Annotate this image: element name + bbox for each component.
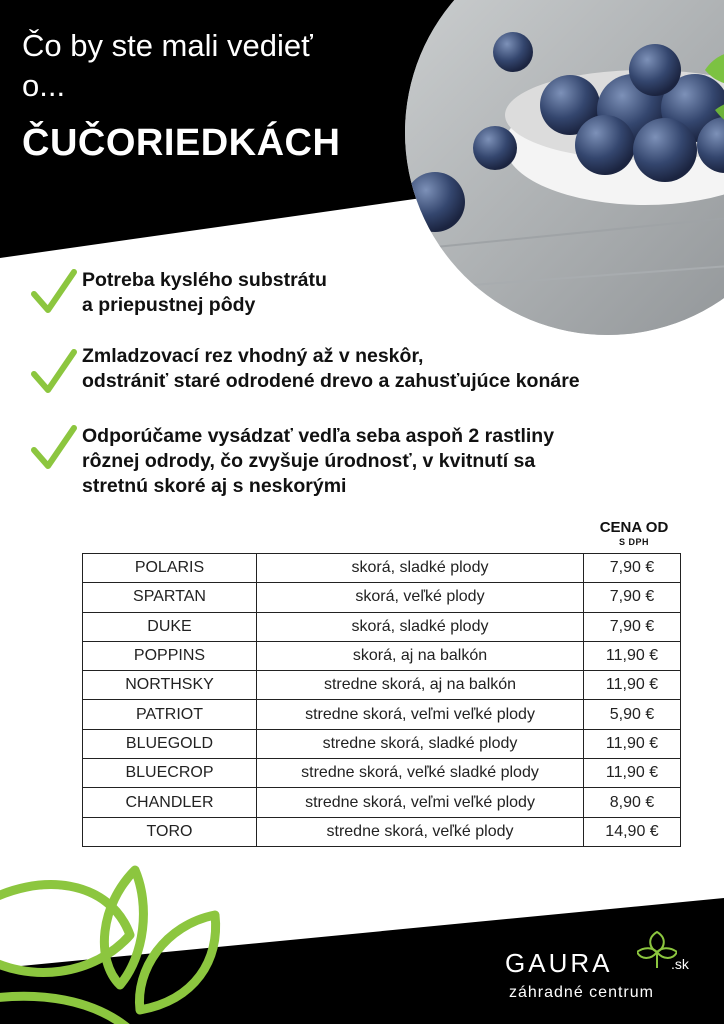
variety-price: 11,90 € <box>584 729 681 758</box>
variety-description: stredne skorá, veľké plody <box>257 817 584 846</box>
table-row <box>83 554 681 583</box>
variety-description: stredne skorá, veľké sladké plody <box>257 759 584 788</box>
variety-name: SPARTAN <box>83 583 257 612</box>
bullet-line: Odporúčame vysádzať vedľa seba aspoň 2 rastliny <box>82 425 555 447</box>
variety-description: skorá, sladké plody <box>257 612 584 641</box>
variety-price: 11,90 € <box>584 671 681 700</box>
variety-description: stredne skorá, sladké plody <box>257 729 584 758</box>
bullet-line: a priepustnej pôdy <box>82 294 256 316</box>
table-row <box>83 817 681 846</box>
variety-name: NORTHSKY <box>83 671 257 700</box>
variety-price: 11,90 € <box>584 759 681 788</box>
variety-price: 8,90 € <box>584 788 681 817</box>
variety-price: 7,90 € <box>584 612 681 641</box>
price-column-header <box>588 519 680 548</box>
check-icon <box>30 348 78 396</box>
variety-name: PATRIOT <box>83 700 257 729</box>
check-icon <box>30 424 78 472</box>
bullet-line: rôznej odrody, čo zvyšuje úrodnosť, v kvitnutí sa <box>82 450 536 472</box>
table-row <box>83 729 681 758</box>
logo-domain: .sk <box>671 956 689 972</box>
variety-name: TORO <box>83 817 257 846</box>
price-table <box>82 553 681 847</box>
variety-price: 7,90 € <box>584 583 681 612</box>
variety-name: DUKE <box>83 612 257 641</box>
table-row <box>83 612 681 641</box>
variety-description: stredne skorá, aj na balkón <box>257 671 584 700</box>
page-title: ČUČORIEDKÁCH <box>22 122 341 164</box>
logo-name: GAURA <box>505 948 613 978</box>
table-row <box>83 700 681 729</box>
variety-description: skorá, aj na balkón <box>257 641 584 670</box>
check-icon <box>30 268 78 316</box>
variety-price: 5,90 € <box>584 700 681 729</box>
variety-description: stredne skorá, veľmi veľké plody <box>257 700 584 729</box>
variety-price: 11,90 € <box>584 641 681 670</box>
bullet-line: Potreba kyslého substrátu <box>82 269 327 291</box>
variety-name: BLUEGOLD <box>83 729 257 758</box>
table-row <box>83 641 681 670</box>
variety-description: skorá, veľké plody <box>257 583 584 612</box>
variety-name: BLUECROP <box>83 759 257 788</box>
variety-price: 14,90 € <box>584 817 681 846</box>
gaura-logo <box>505 948 689 1001</box>
logo-tagline: záhradné centrum <box>509 984 654 1001</box>
variety-name: POLARIS <box>83 554 257 583</box>
variety-description: stredne skorá, veľmi veľké plody <box>257 788 584 817</box>
bullet-line: odstrániť staré odrodené drevo a zahusťujúce konáre <box>82 370 580 392</box>
table-row <box>83 671 681 700</box>
header-subtitle: Čo by ste mali vedieť o... <box>22 28 313 103</box>
variety-price: 7,90 € <box>584 554 681 583</box>
variety-name: CHANDLER <box>83 788 257 817</box>
bullet-line: stretnú skoré aj s neskorými <box>82 475 347 497</box>
variety-description: skorá, sladké plody <box>257 554 584 583</box>
table-row <box>83 583 681 612</box>
price-header-line1: CENA OD <box>599 519 669 536</box>
variety-name: POPPINS <box>83 641 257 670</box>
table-row <box>83 788 681 817</box>
table-row <box>83 759 681 788</box>
price-header-line2: S DPH <box>618 537 649 547</box>
bullet-line: Zmladzovací rez vhodný až v neskôr, <box>82 345 424 367</box>
